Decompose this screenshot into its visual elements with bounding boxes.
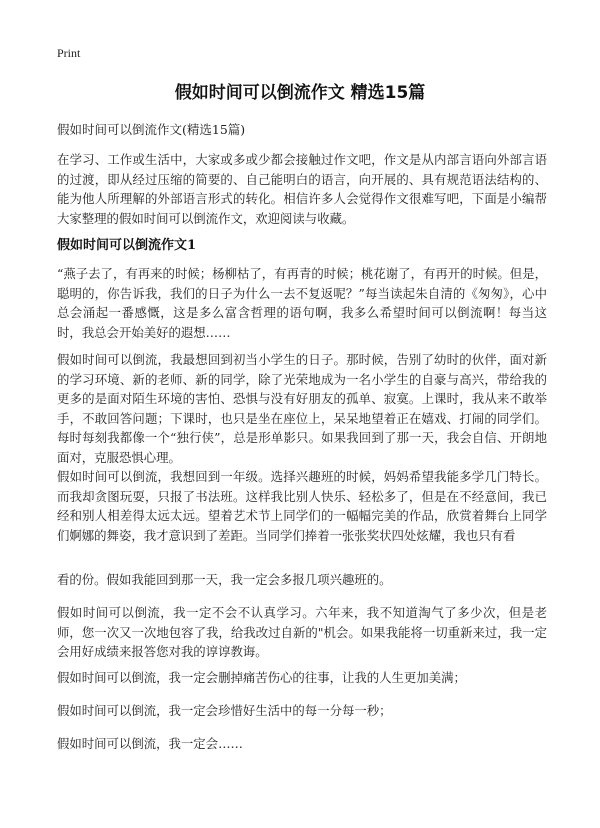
section-heading: 假如时间可以倒流作文1 [57,238,197,253]
print-label: Print [57,46,81,60]
body-paragraph-8: 假如时间可以倒流，我一定会…… [57,736,243,751]
body-paragraph-6: 假如时间可以倒流，我一定会删掉痛苦伤心的往事，让我的人生更加美满； [57,670,466,685]
body-paragraph-7: 假如时间可以倒流，我一定会珍惜好生活中的每一分每一秒； [57,703,392,718]
intro-paragraph: 在学习、工作或生活中，大家或多或少都会接触过作文吧，作文是从内部言语向外部言语的过渡，即从经过压缩的简要的、自己能明白的语言，向开展的、具有规范语法结构的、能为他人所理解的外部语言形式的转化。相信许多人会觉得作文很难写吧，下面是小编帮大家整理的假如时间可以倒流作文，欢迎阅读与收藏。 [57,152,547,226]
document-subtitle: 假如时间可以倒流作文(精选15篇) [57,122,246,137]
body-paragraph-3: 假如时间可以倒流，我想回到一年级。选择兴趣班的时候，妈妈希望我能多学几门特长。而我却贪图玩耍，只报了书法班。这样我比别人快乐、轻松多了，但是在不经意间，我已经和别人相差得太远太远。望着艺术节上同学们的一幅幅完美的作品，欣赏着舞台上同学们婀娜的舞姿，我才意识到了差距。当同学们捧着一张张奖状四处炫耀，我也只有看 [57,469,547,543]
document-title: 假如时间可以倒流作文 精选15篇 [174,83,426,103]
body-paragraph-2: 假如时间可以倒流，我最想回到初当小学生的日子。那时候，告别了幼时的伙伴，面对新的学习环境、新的老师、新的同学，除了光荣地成为一名小学生的自豪与高兴，带给我的更多的是面对陌生环境的害怕、恐惧与没有好朋友的孤单、寂寞。上课时，我从来不敢举手，不敢回答问题；下课时，也只是坐在座位上，呆呆地望着正在嬉戏、打闹的同学们。每时每刻我都像一个“独行侠”，总是形单影只。如果我回到了那一天，我会自信、开朗地面对，克服恐惧心理。 [57,352,547,465]
body-paragraph-1: “燕子去了，有再来的时候；杨柳枯了，有再青的时候；桃花谢了，有再开的时候。但是，聪明的，你告诉我，我们的日子为什么一去不复返呢？”每当读起朱自清的《匆匆》，心中总会涌起一番感慨，这是多么富含哲理的语句啊，我多么希望时间可以倒流啊！每当这时，我总会开始美好的遐想…… [57,266,547,340]
body-paragraph-5: 假如时间可以倒流，我一定不会不认真学习。六年来，我不知道淘气了多少次，但是老师，您一次又一次地包容了我，给我改过自新的"机会。如果我能将一切重新来过，我一定会用好成绩来报答您对我的谆谆教诲。 [57,605,547,660]
body-paragraph-4: 看的份。假如我能回到那一天，我一定会多报几项兴趣班的。 [57,572,392,587]
